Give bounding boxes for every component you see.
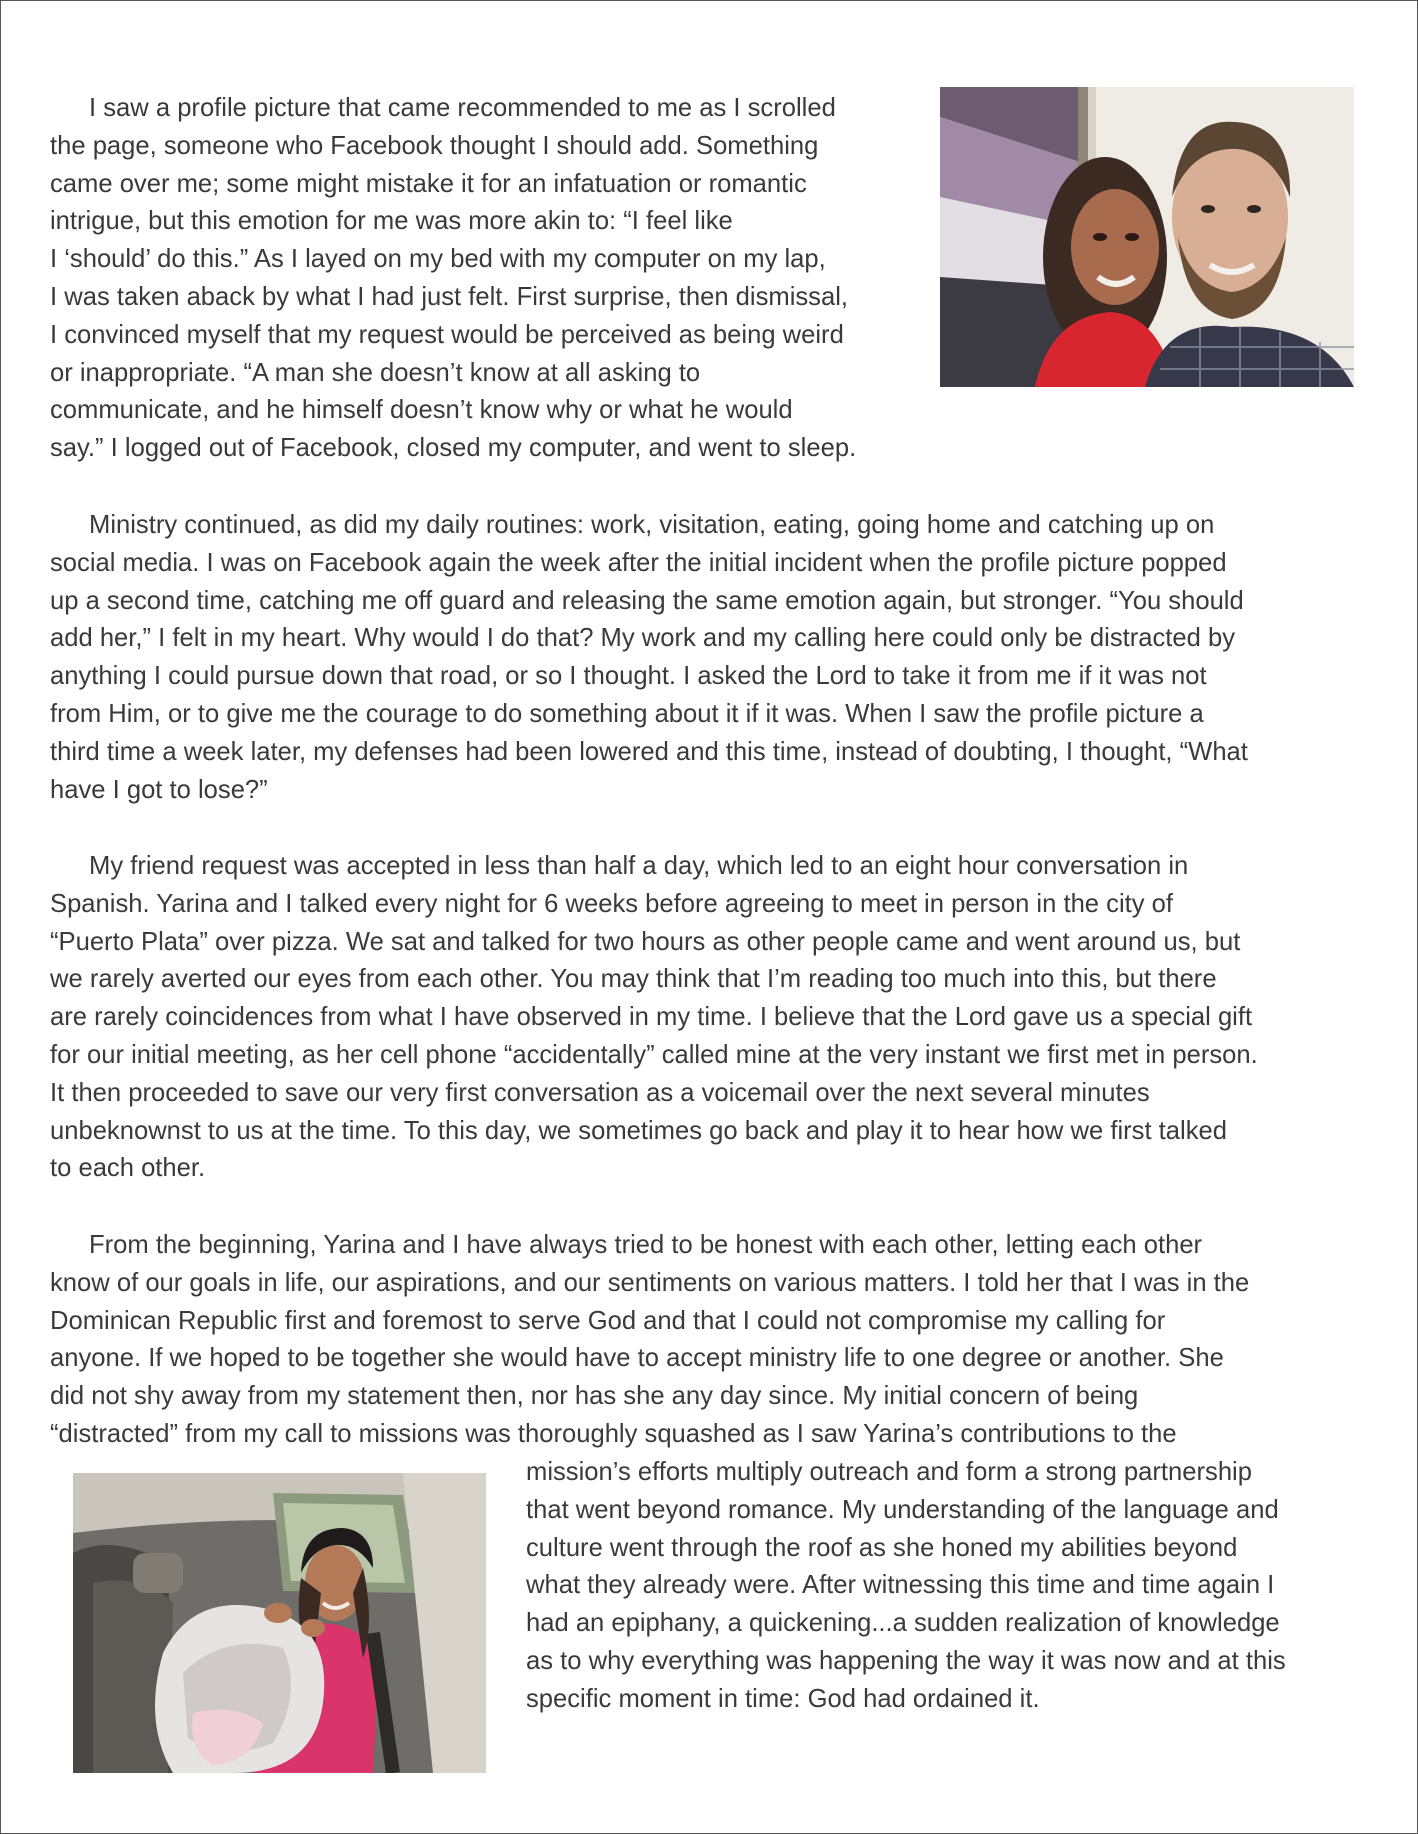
text-line: have I got to lose?” — [50, 775, 268, 804]
text-line: culture went through the roof as she honed my abilities beyond — [526, 1533, 1238, 1562]
text-line: communicate, and he himself doesn’t know why or what he would — [50, 396, 793, 425]
text-line: the page, someone who Facebook thought I should add. Something — [50, 131, 819, 160]
text-line: did not shy away from my statement then, nor has she any day since. My initial concern of being — [50, 1382, 1139, 1411]
text-line: came over me; some might mistake it for an infatuation or romantic — [50, 169, 807, 198]
text-line: up a second time, catching me off guard and releasing the same emotion again, but stronger. “You should — [50, 586, 1244, 615]
text-line: My friend request was accepted in less than half a day, which led to an eight hour conversation in — [89, 852, 1189, 880]
paragraph-3 — [50, 848, 1258, 1188]
text-line: anything I could pursue down that road, or so I thought. I asked the Lord to take it from me if it was not — [50, 662, 1207, 691]
text-line: know of our goals in life, our aspirations, and our sentiments on various matters. I told her that I was in the — [50, 1268, 1250, 1297]
text-line: intrigue, but this emotion for me was more akin to: “I feel like — [50, 207, 733, 236]
text-line: I convinced myself that my request would be perceived as being weird — [50, 320, 844, 349]
text-line: social media. I was on Facebook again the week after the initial incident when the profile picture popped — [50, 548, 1227, 577]
text-line: It then proceeded to save our very first conversation as a voicemail over the next several minutes — [50, 1078, 1150, 1107]
text-line: unbeknownst to us at the time. To this day, we sometimes go back and play it to hear how we first talked — [50, 1116, 1227, 1145]
text-line: Spanish. Yarina and I talked every night for 6 weeks before agreeing to meet in person in the city of — [50, 889, 1174, 918]
text-line: Dominican Republic first and foremost to serve God and that I could not compromise my calling for — [50, 1306, 1166, 1335]
text-line: “Puerto Plata” over pizza. We sat and talked for two hours as other people came and went around us, but — [50, 927, 1241, 956]
couple-selfie-photo — [940, 87, 1354, 387]
text-line: we rarely averted our eyes from each other. You may think that I’m reading too much into this, but there — [50, 965, 1217, 994]
text-line: I was taken aback by what I had just felt. First surprise, then dismissal, — [50, 282, 849, 311]
text-line: specific moment in time: God had ordained it. — [526, 1684, 1040, 1713]
text-line: Ministry continued, as did my daily routines: work, visitation, eating, going home and catching up on — [89, 511, 1215, 539]
text-line: say.” I logged out of Facebook, closed my computer, and went to sleep. — [50, 434, 857, 463]
text-line: add her,” I felt in my heart. Why would I do that? My work and my calling here could only be distracted by — [50, 624, 1235, 653]
text-line: as to why everything was happening the way it was now and at this — [526, 1646, 1286, 1675]
text-line: what they already were. After witnessing this time and time again I — [526, 1571, 1275, 1600]
paragraph-2 — [50, 507, 1248, 809]
text-line: that went beyond romance. My understanding of the language and — [526, 1495, 1279, 1524]
text-line: to each other. — [50, 1154, 206, 1183]
text-line: are rarely coincidences from what I have observed in my time. I believe that the Lord gave us a special gift — [50, 1003, 1253, 1032]
text-line: for our initial meeting, as her cell phone “accidentally” called mine at the very instant we first met in person. — [50, 1040, 1258, 1069]
text-line: or inappropriate. “A man she doesn’t know at all asking to — [50, 358, 701, 387]
paragraph-4 — [50, 1227, 1249, 1454]
text-line: From the beginning, Yarina and I have always tried to be honest with each other, letting each other — [89, 1231, 1203, 1259]
woman-in-van-photo — [73, 1473, 486, 1773]
text-line: I saw a profile picture that came recommended to me as I scrolled — [89, 94, 836, 122]
text-line: from Him, or to give me the courage to do something about it if it was. When I saw the profile picture a — [50, 699, 1204, 728]
text-line: third time a week later, my defenses had been lowered and this time, instead of doubting, I thought, “What — [50, 737, 1248, 766]
text-line: “distracted” from my call to missions was thoroughly squashed as I saw Yarina’s contributions to the — [50, 1419, 1177, 1448]
paragraph-1 — [50, 90, 856, 468]
text-line: had an epiphany, a quickening...a sudden realization of knowledge — [526, 1609, 1280, 1638]
paragraph-4-continued — [526, 1454, 1286, 1719]
text-line: I ‘should’ do this.” As I layed on my bed with my computer on my lap, — [50, 245, 826, 274]
text-line: anyone. If we hoped to be together she would have to accept ministry life to one degree or another. She — [50, 1344, 1224, 1373]
text-line: mission’s efforts multiply outreach and form a strong partnership — [526, 1458, 1252, 1486]
